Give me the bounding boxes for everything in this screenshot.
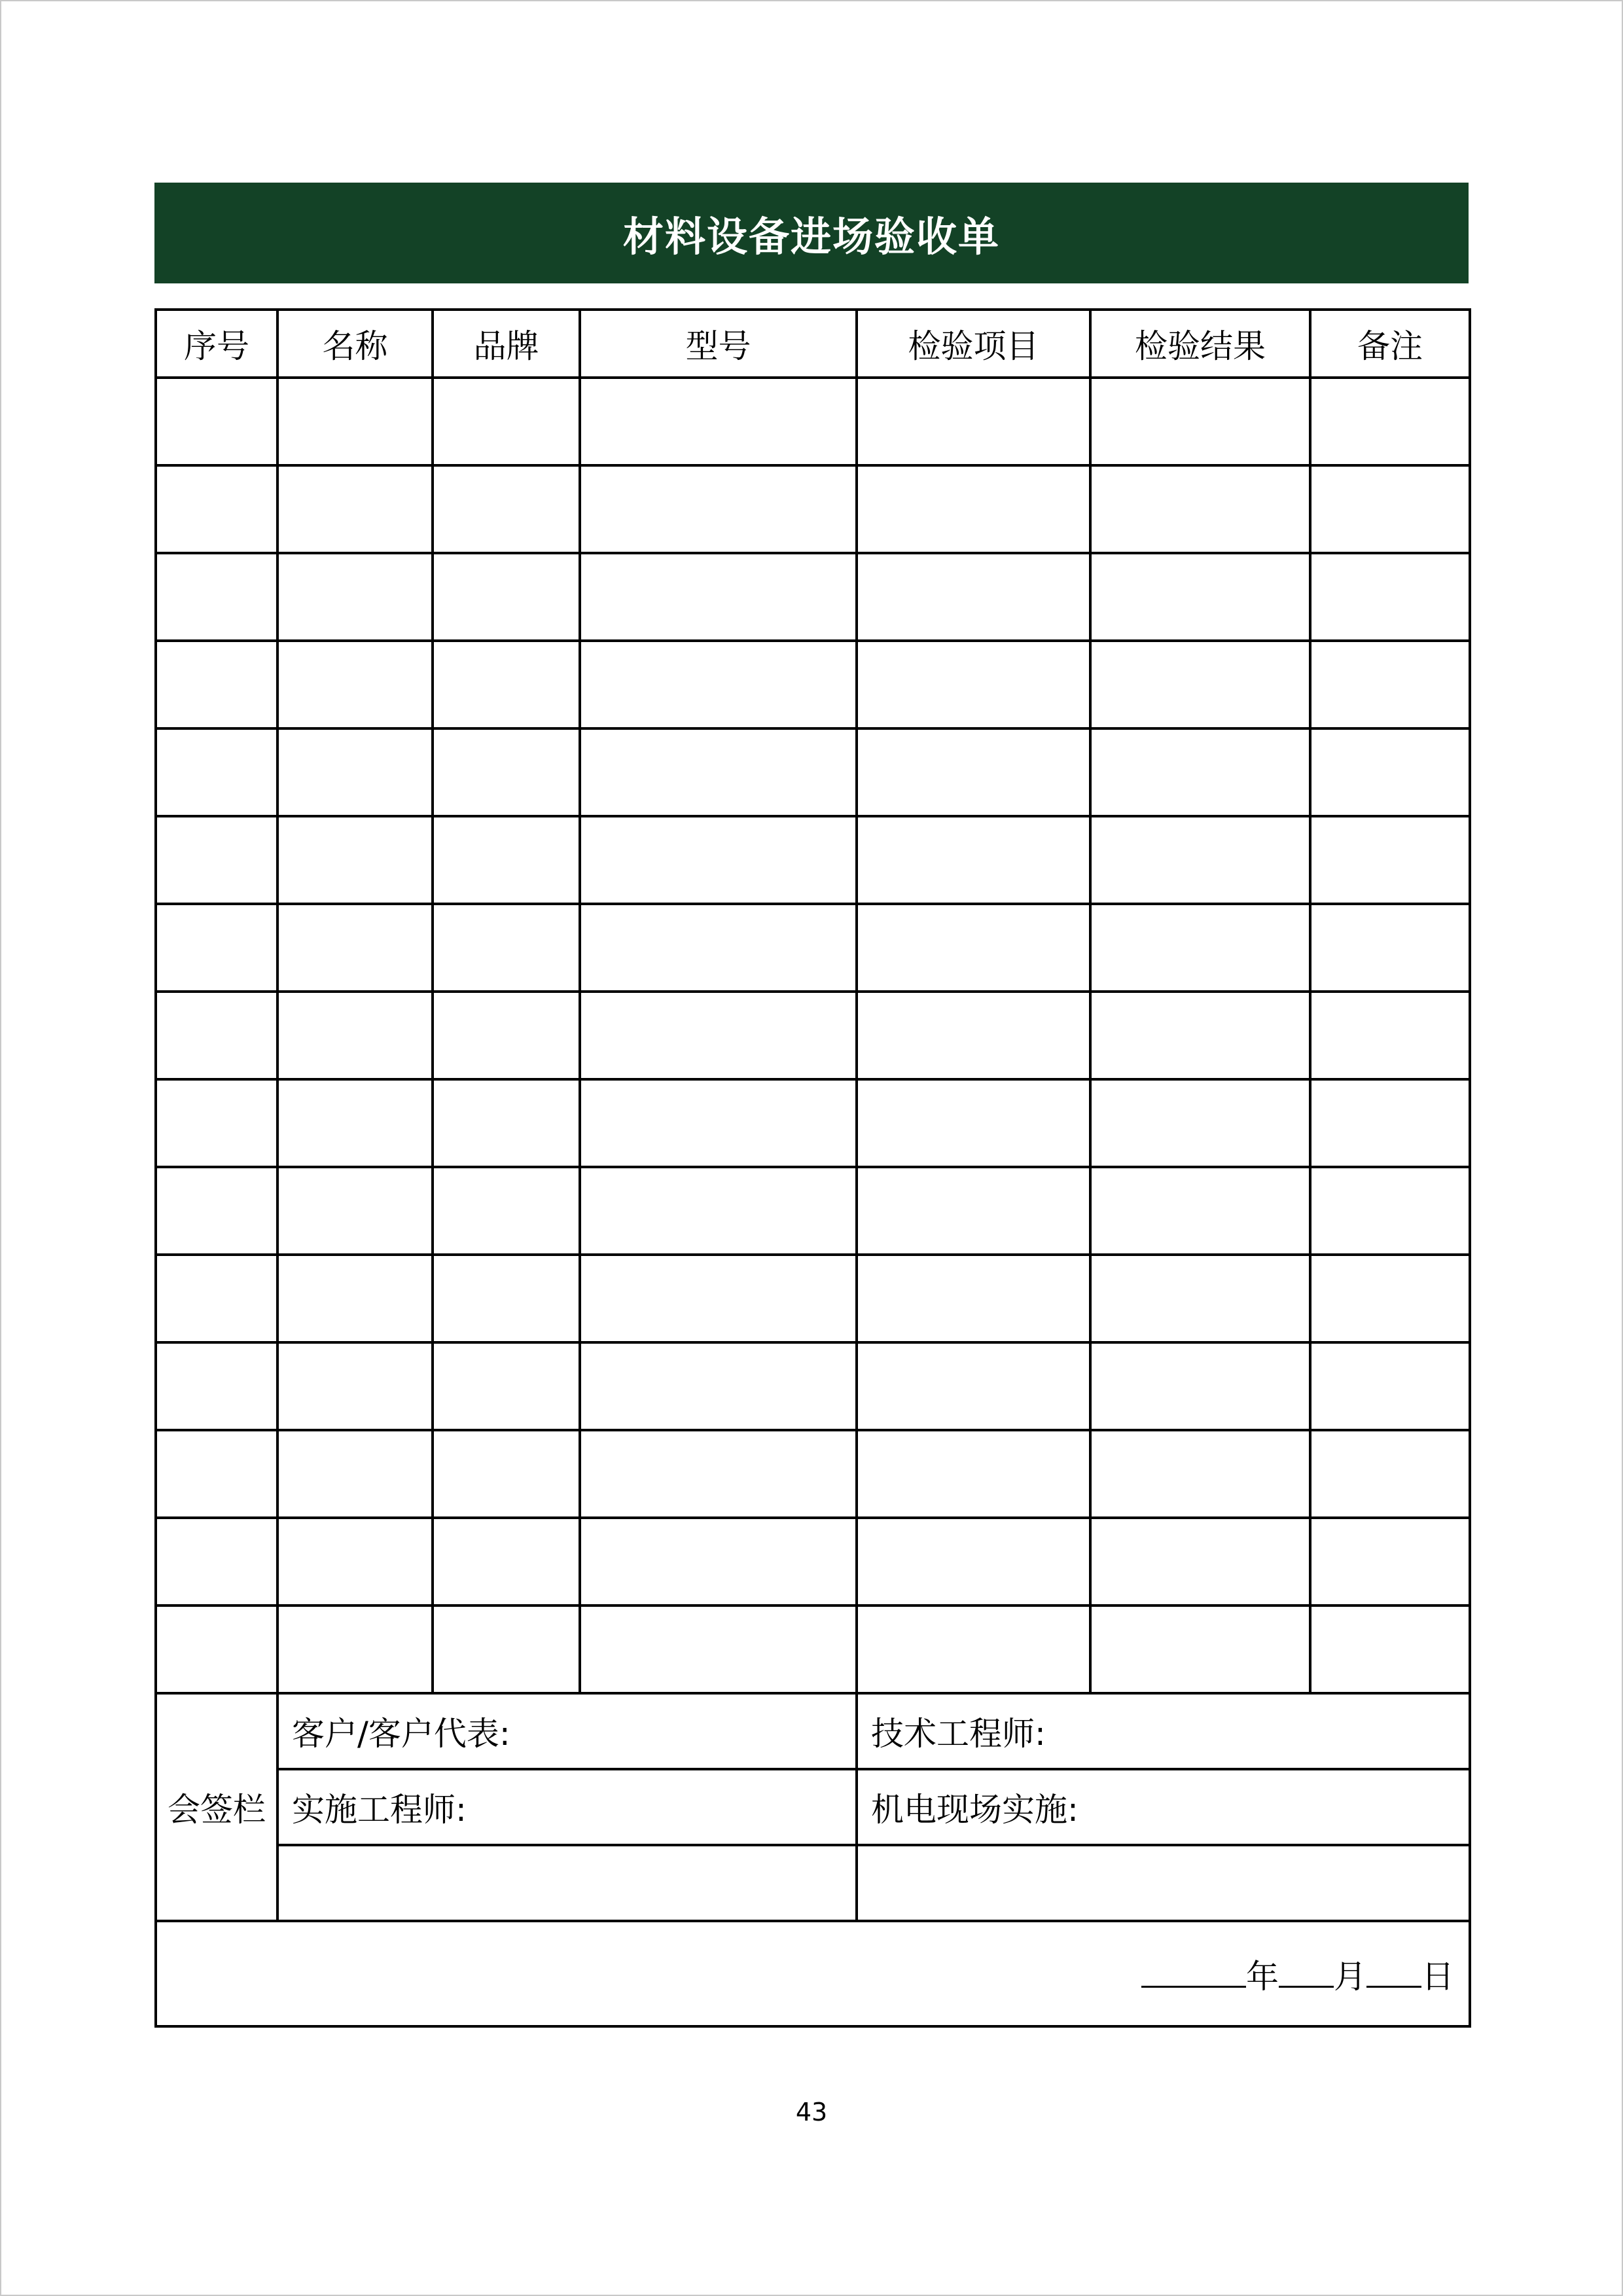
date-line [156,1921,1470,2026]
table-cell[interactable] [1090,1342,1310,1430]
table-cell[interactable] [1310,1255,1470,1342]
table-cell[interactable] [433,816,580,904]
customer-signature-field[interactable]: 客户/客户代表: [277,1693,857,1769]
table-cell[interactable] [156,1430,277,1518]
table-cell[interactable] [857,1605,1090,1693]
signature-row-3 [156,1845,1470,1921]
table-row [156,1430,1470,1518]
table-cell[interactable] [156,1342,277,1430]
signature-section-label: 会签栏 [156,1693,277,1921]
table-cell[interactable] [1090,1079,1310,1167]
table-cell[interactable] [580,1167,857,1255]
table-cell[interactable] [1090,728,1310,816]
table-cell[interactable] [857,816,1090,904]
table-cell[interactable] [1090,553,1310,641]
table-cell[interactable] [156,728,277,816]
table-cell[interactable] [1090,992,1310,1079]
table-row [156,816,1470,904]
table-cell[interactable] [433,1079,580,1167]
year-blank[interactable] [1141,1957,1246,1988]
inspection-table [154,308,1471,2028]
table-cell[interactable] [857,465,1090,553]
table-cell[interactable] [277,553,433,641]
signature-row-1 [156,1693,1470,1769]
month-label: 月 [1334,1957,1366,1996]
table-cell[interactable] [1310,641,1470,728]
table-row [156,1518,1470,1605]
table-cell[interactable] [1310,1079,1470,1167]
page-number: 43 [795,2098,828,2126]
table-cell[interactable] [156,904,277,992]
table-cell[interactable] [1310,904,1470,992]
table-cell[interactable] [580,1342,857,1430]
table-cell[interactable] [1090,1518,1310,1605]
table-cell[interactable] [857,553,1090,641]
table-cell[interactable] [1310,1518,1470,1605]
table-cell[interactable] [1310,816,1470,904]
table-body [156,378,1470,1693]
day-label: 日 [1421,1957,1454,1996]
mep-site-signature-field[interactable]: 机电现场实施: [857,1769,1470,1845]
table-cell[interactable] [857,904,1090,992]
table-cell[interactable] [156,641,277,728]
title-banner [154,183,1469,283]
table-cell[interactable] [433,1605,580,1693]
table-cell[interactable] [580,465,857,553]
col-header-model: 型号 [580,310,857,378]
header-row [156,310,1470,378]
table-cell[interactable] [580,728,857,816]
col-header-inspection-result: 检验结果 [1090,310,1310,378]
table-cell[interactable] [1310,1430,1470,1518]
table-cell[interactable] [433,378,580,465]
table-cell[interactable] [433,728,580,816]
table-cell[interactable] [277,992,433,1079]
table-cell[interactable] [156,1079,277,1167]
col-header-inspection-item: 检验项目 [857,310,1090,378]
table-row [156,904,1470,992]
table-row [156,1167,1470,1255]
table-row [156,465,1470,553]
table-cell[interactable] [277,728,433,816]
table-row [156,992,1470,1079]
table-cell[interactable] [1090,465,1310,553]
table-cell[interactable] [277,1518,433,1605]
table-cell[interactable] [1090,1167,1310,1255]
table-cell[interactable] [580,1079,857,1167]
day-blank[interactable] [1366,1957,1421,1988]
table-cell[interactable] [580,1255,857,1342]
col-header-index: 序号 [156,310,277,378]
table-row [156,1079,1470,1167]
impl-engineer-signature-field[interactable]: 实施工程师: [277,1769,857,1845]
table-cell[interactable] [433,904,580,992]
table-cell[interactable] [277,1255,433,1342]
table-cell[interactable] [1310,1342,1470,1430]
table-cell[interactable] [857,728,1090,816]
table-cell[interactable] [156,378,277,465]
table-cell[interactable] [580,992,857,1079]
table-row [156,1605,1470,1693]
table-cell[interactable] [433,1342,580,1430]
table-cell[interactable] [1310,465,1470,553]
table-cell[interactable] [156,1605,277,1693]
table-cell[interactable] [277,816,433,904]
table-row [156,1255,1470,1342]
tech-engineer-signature-field[interactable]: 技术工程师: [857,1693,1470,1769]
table-row [156,553,1470,641]
year-label: 年 [1246,1957,1279,1996]
table-cell[interactable] [1310,1167,1470,1255]
table-cell[interactable] [857,1255,1090,1342]
blank-signature-field-left[interactable] [277,1845,857,1921]
table-cell[interactable] [857,1518,1090,1605]
table-cell[interactable] [1090,378,1310,465]
table-cell[interactable] [277,1605,433,1693]
table-cell[interactable] [857,1342,1090,1430]
table-cell[interactable] [156,1167,277,1255]
table-cell[interactable] [580,1518,857,1605]
table-cell[interactable] [1310,1605,1470,1693]
table-cell[interactable] [1090,1605,1310,1693]
signature-row-2 [156,1769,1470,1845]
table-cell[interactable] [1090,641,1310,728]
table-cell[interactable] [1310,728,1470,816]
table-cell[interactable] [1310,378,1470,465]
table-cell[interactable] [580,904,857,992]
table-row [156,728,1470,816]
table-row [156,378,1470,465]
col-header-name: 名称 [277,310,433,378]
table-cell[interactable] [277,1167,433,1255]
table-cell[interactable] [433,1518,580,1605]
table-cell[interactable] [1090,1430,1310,1518]
table-cell[interactable] [156,1255,277,1342]
table-cell[interactable] [433,553,580,641]
table-cell[interactable] [156,1518,277,1605]
table-cell[interactable] [580,816,857,904]
table-cell[interactable] [277,465,433,553]
col-header-brand: 品牌 [433,310,580,378]
table-cell[interactable] [433,465,580,553]
table-cell[interactable] [1090,1255,1310,1342]
table-cell[interactable] [277,904,433,992]
table-cell[interactable] [857,992,1090,1079]
form-title: 材料设备进场验收单 [622,212,1000,260]
table-cell[interactable] [156,465,277,553]
date-row [156,1921,1470,2026]
table-cell[interactable] [433,992,580,1079]
table-cell[interactable] [433,1430,580,1518]
table-cell[interactable] [857,1079,1090,1167]
table-cell[interactable] [580,553,857,641]
col-header-remarks: 备注 [1310,310,1470,378]
table-row [156,1342,1470,1430]
table-cell[interactable] [1090,904,1310,992]
month-blank[interactable] [1279,1957,1334,1988]
table-cell[interactable] [156,553,277,641]
table-cell[interactable] [580,1430,857,1518]
table-cell[interactable] [857,1430,1090,1518]
table-cell[interactable] [857,1167,1090,1255]
blank-signature-field-right[interactable] [857,1845,1470,1921]
table-cell[interactable] [857,641,1090,728]
table-cell[interactable] [1310,992,1470,1079]
table-cell[interactable] [277,1079,433,1167]
table-cell[interactable] [580,641,857,728]
table-cell[interactable] [433,641,580,728]
table-cell[interactable] [156,992,277,1079]
table-cell[interactable] [580,1605,857,1693]
table-cell[interactable] [277,641,433,728]
table-cell[interactable] [433,1167,580,1255]
table-cell[interactable] [857,378,1090,465]
table-cell[interactable] [277,1342,433,1430]
table-cell[interactable] [433,1255,580,1342]
table-cell[interactable] [1310,553,1470,641]
table-cell[interactable] [580,378,857,465]
table-cell[interactable] [277,1430,433,1518]
table-row [156,641,1470,728]
table-cell[interactable] [277,378,433,465]
table-cell[interactable] [156,816,277,904]
table-cell[interactable] [1090,816,1310,904]
